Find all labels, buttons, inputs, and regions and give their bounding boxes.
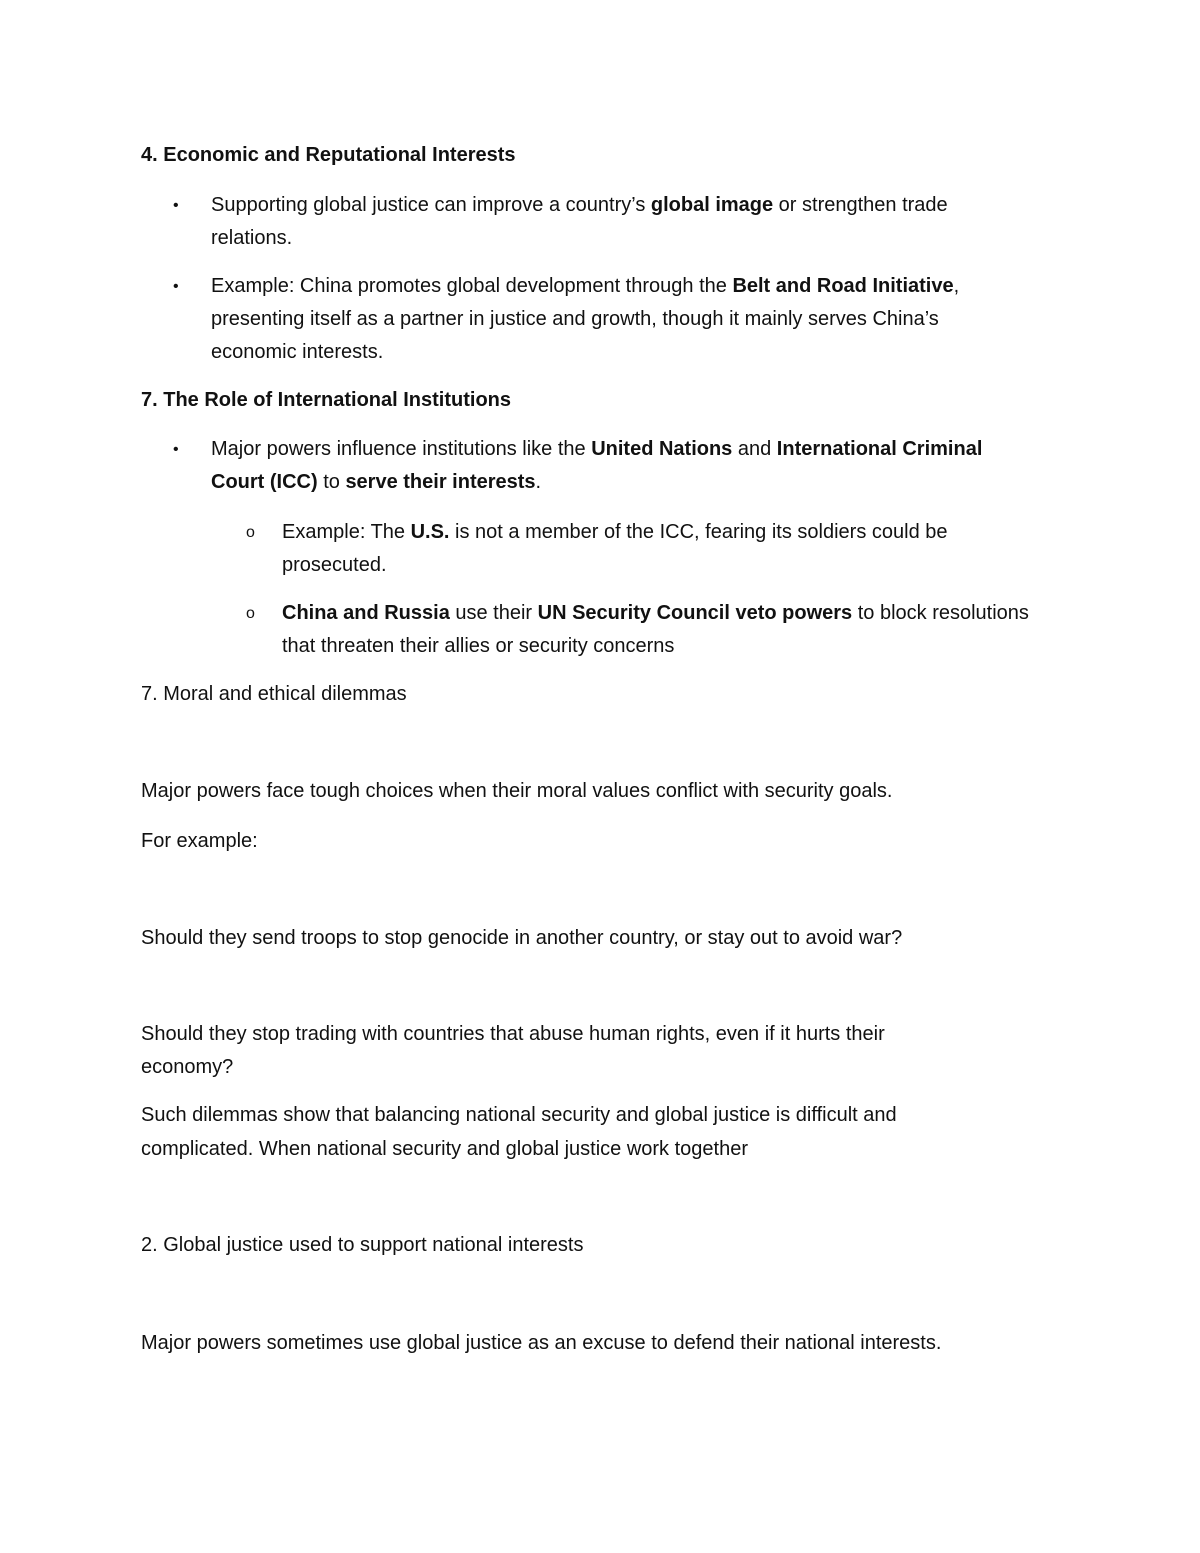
text-run: Supporting global justice can improve a country’s xyxy=(211,194,651,216)
paragraph-continued: complicated. When national security and global justice work together xyxy=(141,1138,748,1160)
section-7-moral-heading: 7. Moral and ethical dilemmas xyxy=(141,683,407,705)
section-7a-bullet-1 xyxy=(211,433,982,466)
bold-run: Court (ICC) xyxy=(211,471,318,493)
sub-bullet-marker: o xyxy=(246,605,255,622)
paragraph: Major powers face tough choices when their moral values conflict with security goals. xyxy=(141,780,893,802)
text-run: , xyxy=(953,275,960,297)
section-4-bullet-2 xyxy=(211,270,959,303)
section-2-heading: 2. Global justice used to support national interests xyxy=(141,1234,584,1256)
text-run: or strengthen trade xyxy=(773,194,948,216)
section-7a-sub-bullet-1-line-2: prosecuted. xyxy=(282,554,387,576)
text-run: . xyxy=(535,471,542,493)
bold-run: U.S. xyxy=(410,521,450,543)
bold-run: global image xyxy=(650,194,774,216)
text-run: use their xyxy=(449,602,538,624)
paragraph: Such dilemmas show that balancing national security and global justice is difficult and xyxy=(141,1104,897,1126)
text-run: Example: The xyxy=(282,521,411,543)
section-7a-sub-bullet-2 xyxy=(282,597,1029,630)
text-run: is not a member of the ICC, fearing its soldiers could be xyxy=(449,521,948,543)
paragraph: Should they stop trading with countries that abuse human rights, even if it hurts their xyxy=(141,1023,885,1045)
bold-run: Belt and Road Initiative xyxy=(732,275,954,297)
text-run: Major powers influence institutions like the xyxy=(211,438,592,460)
paragraph-continued: economy? xyxy=(141,1056,234,1078)
paragraph: Should they send troops to stop genocide in another country, or stay out to avoid war? xyxy=(141,927,903,949)
bold-run: UN Security Council veto powers xyxy=(537,602,853,624)
bold-run: International Criminal xyxy=(776,438,983,460)
section-4-bullet-1 xyxy=(211,189,948,222)
bold-run: serve their interests xyxy=(345,471,536,493)
paragraph: For example: xyxy=(141,830,258,852)
paragraph: Major powers sometimes use global justice as an excuse to defend their national interests. xyxy=(141,1332,942,1354)
bullet-marker: • xyxy=(173,278,179,295)
text-run: and xyxy=(732,438,777,460)
text-run: to block resolutions xyxy=(852,602,1029,624)
sub-bullet-marker: o xyxy=(246,524,255,541)
section-4-bullet-2-line-3: economic interests. xyxy=(211,341,384,363)
section-7-institutions-heading: 7. The Role of International Institutions xyxy=(141,389,512,411)
bold-run: United Nations xyxy=(591,438,733,460)
section-4-heading: 4. Economic and Reputational Interests xyxy=(141,144,516,166)
section-4-bullet-2-line-2: presenting itself as a partner in justice and growth, though it mainly serves China’s xyxy=(211,308,939,330)
bullet-marker: • xyxy=(173,197,179,214)
bold-run: China and Russia xyxy=(282,602,450,624)
section-7a-sub-bullet-2-line-2: that threaten their allies or security concerns xyxy=(282,635,675,657)
section-7a-bullet-1-line-2 xyxy=(211,466,541,499)
section-4-bullet-1-line-2: relations. xyxy=(211,227,293,249)
text-run: to xyxy=(317,471,346,493)
text-run: Example: China promotes global development through the xyxy=(211,275,733,297)
section-7a-sub-bullet-1 xyxy=(282,516,948,549)
bullet-marker: • xyxy=(173,441,179,458)
